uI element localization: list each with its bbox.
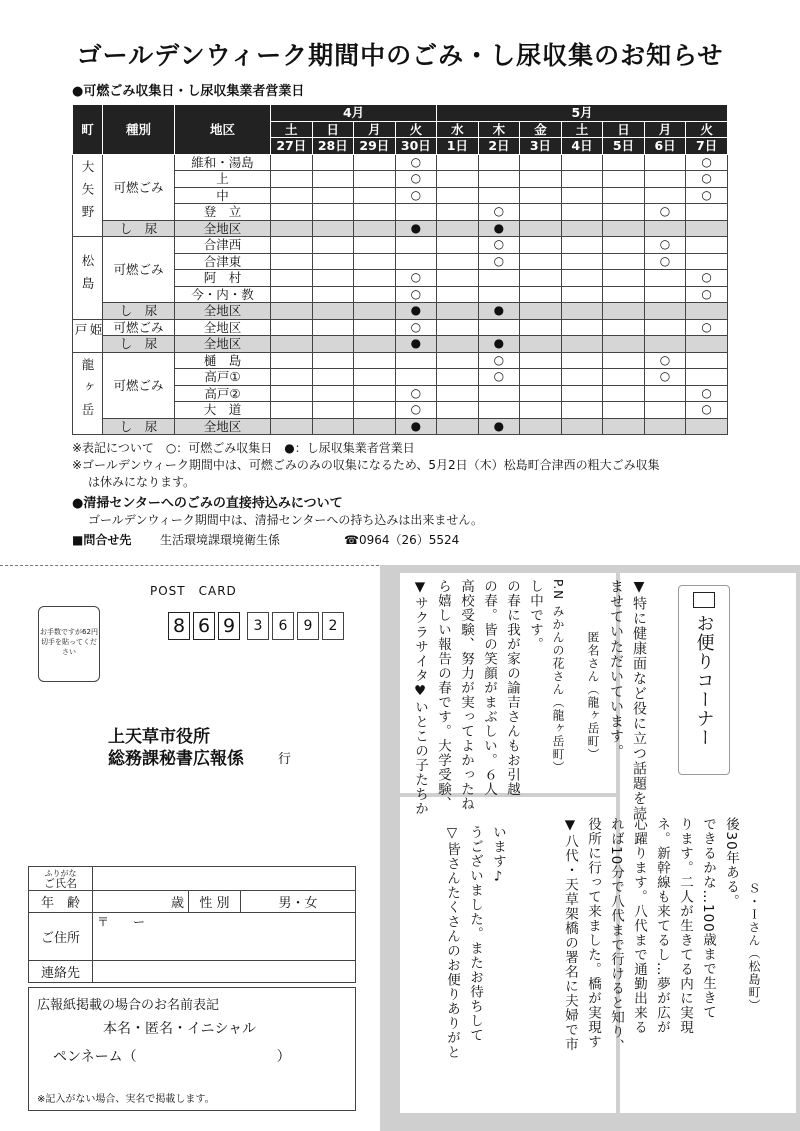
open-circle-mark: ○	[478, 237, 520, 254]
table-row	[73, 303, 728, 320]
schedule-cell	[437, 352, 479, 369]
header-date: 5日	[603, 138, 645, 155]
schedule-cell	[603, 253, 645, 270]
schedule-cell	[603, 154, 645, 171]
address-label: ご住所	[29, 913, 93, 961]
schedule-cell	[354, 385, 396, 402]
name-field[interactable]	[93, 867, 356, 891]
header-weekday: 日	[603, 121, 645, 138]
kind-cell: し 尿	[103, 336, 175, 353]
zip-digit: 2	[322, 612, 344, 640]
schedule-cell	[561, 286, 603, 303]
schedule-cell	[312, 237, 354, 254]
schedule-cell	[312, 171, 354, 188]
zip-digit: 6	[193, 612, 215, 640]
sex-label: 性 別	[189, 891, 241, 913]
schedule-cell	[561, 418, 603, 435]
open-circle-mark: ○	[644, 352, 686, 369]
schedule-cell	[520, 171, 562, 188]
stamp-box: お手数ですが62円切手を貼ってください	[38, 606, 100, 682]
section-heading-schedule: ●可燃ごみ収集日・し尿収集業者営業日	[72, 84, 305, 99]
schedule-cell	[561, 319, 603, 336]
schedule-cell	[686, 418, 728, 435]
schedule-cell	[478, 270, 520, 287]
schedule-cell	[437, 270, 479, 287]
header-date: 3日	[520, 138, 562, 155]
header-area: 地区	[175, 105, 271, 155]
schedule-cell	[603, 187, 645, 204]
schedule-cell	[603, 237, 645, 254]
schedule-cell	[312, 270, 354, 287]
schedule-table	[72, 104, 728, 435]
schedule-cell	[478, 286, 520, 303]
schedule-cell	[520, 369, 562, 386]
schedule-cell	[561, 369, 603, 386]
schedule-cell	[395, 237, 437, 254]
schedule-cell	[312, 187, 354, 204]
table-row	[73, 336, 728, 353]
schedule-cell	[271, 154, 313, 171]
pen-options[interactable]: 本名・匿名・イニシャル	[103, 1021, 257, 1037]
schedule-cell	[437, 187, 479, 204]
corner-title: お便りコーナー	[693, 614, 715, 747]
schedule-cell	[478, 187, 520, 204]
phone-field[interactable]	[93, 961, 356, 983]
area-cell: 上	[175, 171, 271, 188]
pen-name-box	[28, 987, 356, 1111]
schedule-cell	[271, 237, 313, 254]
schedule-cell	[354, 187, 396, 204]
schedule-cell	[395, 352, 437, 369]
center-note: ゴールデンウィーク期間中は、清掃センターへの持ち込みは出来ません。	[88, 513, 484, 527]
schedule-cell	[520, 237, 562, 254]
schedule-cell	[561, 352, 603, 369]
open-circle-mark: ○	[644, 237, 686, 254]
open-circle-mark: ○	[644, 204, 686, 221]
schedule-cell	[520, 385, 562, 402]
schedule-cell	[561, 171, 603, 188]
schedule-cell	[354, 253, 396, 270]
header-date: 30日	[395, 138, 437, 155]
schedule-cell	[437, 237, 479, 254]
area-cell: 全地区	[175, 220, 271, 237]
schedule-cell	[354, 319, 396, 336]
schedule-cell	[561, 303, 603, 320]
header-weekday: 金	[520, 121, 562, 138]
schedule-cell	[437, 385, 479, 402]
schedule-cell	[271, 402, 313, 419]
area-cell: 登 立	[175, 204, 271, 221]
schedule-cell	[271, 220, 313, 237]
table-row	[73, 352, 728, 369]
area-cell: 中	[175, 187, 271, 204]
letters-panel	[380, 565, 800, 1131]
open-circle-mark: ○	[395, 187, 437, 204]
schedule-cell	[354, 352, 396, 369]
schedule-cell	[312, 319, 354, 336]
schedule-cell	[603, 303, 645, 320]
schedule-cell	[312, 352, 354, 369]
schedule-cell	[354, 171, 396, 188]
filled-circle-mark: ●	[478, 220, 520, 237]
header-town: 町	[73, 105, 103, 155]
schedule-cell	[354, 369, 396, 386]
schedule-cell	[686, 237, 728, 254]
kind-cell: し 尿	[103, 418, 175, 435]
schedule-cell	[644, 270, 686, 287]
schedule-cell	[271, 319, 313, 336]
schedule-cell	[603, 286, 645, 303]
town-cell: 龍ヶ岳	[73, 352, 103, 435]
schedule-cell	[561, 253, 603, 270]
schedule-cell	[644, 171, 686, 188]
schedule-cell	[520, 319, 562, 336]
header-kind: 種別	[103, 105, 175, 155]
schedule-cell	[686, 303, 728, 320]
header-date: 4日	[561, 138, 603, 155]
schedule-cell	[437, 204, 479, 221]
kind-cell: し 尿	[103, 303, 175, 320]
schedule-cell	[603, 369, 645, 386]
schedule-cell	[478, 402, 520, 419]
schedule-cell	[520, 303, 562, 320]
contact-label: ■問合せ先	[72, 533, 132, 547]
schedule-cell	[354, 220, 396, 237]
schedule-cell	[437, 402, 479, 419]
filled-circle-mark: ●	[395, 303, 437, 320]
kind-cell: 可燃ごみ	[103, 237, 175, 303]
schedule-cell	[561, 385, 603, 402]
schedule-cell	[520, 402, 562, 419]
schedule-cell	[354, 237, 396, 254]
area-cell: 維和・湯島	[175, 154, 271, 171]
kind-cell: し 尿	[103, 220, 175, 237]
sex-field[interactable]: 男・女	[241, 891, 356, 913]
area-cell: 全地区	[175, 336, 271, 353]
header-date: 7日	[686, 138, 728, 155]
schedule-cell	[354, 418, 396, 435]
schedule-cell	[644, 385, 686, 402]
table-row	[73, 220, 728, 237]
schedule-cell	[644, 319, 686, 336]
header-date: 28日	[312, 138, 354, 155]
schedule-cell	[354, 402, 396, 419]
age-field[interactable]: 歳	[93, 891, 189, 913]
schedule-cell	[603, 352, 645, 369]
letter-2: P.N みかんの花さん（龍ヶ岳町） し中です。 の春に我が家の諭吉さんもお引越 の春。皆の笑顔がまぶしい。６人 高校受験、努力が実ってよかったね ら嬉しい報告の春です。大学受験、 ▼サクラサイタ♥いとこの子たちか	[412, 579, 565, 816]
schedule-cell	[561, 270, 603, 287]
schedule-cell	[644, 220, 686, 237]
open-circle-mark: ○	[478, 369, 520, 386]
schedule-cell	[271, 204, 313, 221]
address-line2: 総務課秘書広報係	[108, 749, 244, 769]
schedule-cell	[354, 286, 396, 303]
area-cell: 大 道	[175, 402, 271, 419]
gw-note-line1: ※ゴールデンウィーク期間中は、可燃ごみのみの収集になるため、5月2日（木）松島町合津西の粗大ごみ収集	[72, 458, 660, 472]
schedule-cell	[478, 154, 520, 171]
area-cell: 全地区	[175, 319, 271, 336]
area-cell: 合津東	[175, 253, 271, 270]
zip-digit: 9	[297, 612, 319, 640]
schedule-cell	[312, 204, 354, 221]
schedule-cell	[437, 286, 479, 303]
table-row	[73, 154, 728, 171]
schedule-cell	[437, 154, 479, 171]
schedule-cell	[312, 418, 354, 435]
kind-cell: 可燃ごみ	[103, 154, 175, 220]
schedule-cell	[312, 220, 354, 237]
schedule-cell	[271, 270, 313, 287]
header-date: 1日	[437, 138, 479, 155]
schedule-cell	[271, 336, 313, 353]
schedule-cell	[271, 286, 313, 303]
schedule-cell	[603, 385, 645, 402]
header-date: 27日	[271, 138, 313, 155]
address-field[interactable]: 〒 ー	[93, 913, 356, 961]
schedule-cell	[520, 187, 562, 204]
filled-circle-mark: ●	[395, 220, 437, 237]
letter-1: ▼特に健康面など役に立つ話題を読 ませていただいています。 匿名さん（龍ヶ岳町）	[586, 579, 647, 821]
open-circle-mark: ○	[686, 187, 728, 204]
schedule-cell	[686, 352, 728, 369]
header-weekday: 火	[395, 121, 437, 138]
schedule-cell	[271, 253, 313, 270]
phone-label: 連絡先	[29, 961, 93, 983]
schedule-cell	[520, 204, 562, 221]
contact-dept: 生活環境課環境衛生係	[160, 533, 281, 547]
name-label: ふりがな ご氏名	[29, 867, 93, 891]
schedule-cell	[603, 270, 645, 287]
open-circle-mark: ○	[686, 270, 728, 287]
schedule-cell	[437, 171, 479, 188]
schedule-cell	[312, 303, 354, 320]
schedule-cell	[312, 336, 354, 353]
pen-note: ※記入がない場合、実名で掲載します。	[37, 1094, 215, 1105]
header-month-may: 5月	[437, 105, 728, 122]
schedule-cell	[312, 286, 354, 303]
schedule-cell	[520, 352, 562, 369]
section-heading-center: ●清掃センターへのごみの直接持込みについて	[72, 496, 343, 511]
schedule-cell	[561, 220, 603, 237]
envelope-icon	[693, 592, 715, 608]
schedule-cell	[561, 187, 603, 204]
open-circle-mark: ○	[395, 319, 437, 336]
open-circle-mark: ○	[644, 253, 686, 270]
schedule-cell	[561, 154, 603, 171]
schedule-cell	[271, 303, 313, 320]
header-weekday: 日	[312, 121, 354, 138]
table-row	[73, 319, 728, 336]
filled-circle-mark: ●	[395, 336, 437, 353]
schedule-cell	[520, 154, 562, 171]
schedule-cell	[395, 253, 437, 270]
schedule-cell	[520, 336, 562, 353]
schedule-cell	[354, 303, 396, 320]
area-cell: 全地区	[175, 303, 271, 320]
schedule-cell	[561, 237, 603, 254]
schedule-cell	[520, 253, 562, 270]
header-weekday: 月	[644, 121, 686, 138]
open-circle-mark: ○	[395, 171, 437, 188]
schedule-cell	[644, 286, 686, 303]
schedule-cell	[644, 336, 686, 353]
schedule-cell	[354, 154, 396, 171]
schedule-cell	[603, 402, 645, 419]
schedule-cell	[686, 336, 728, 353]
header-date: 2日	[478, 138, 520, 155]
schedule-cell	[312, 154, 354, 171]
schedule-cell	[354, 204, 396, 221]
open-circle-mark: ○	[686, 319, 728, 336]
kind-cell: 可燃ごみ	[103, 319, 175, 336]
schedule-cell	[437, 418, 479, 435]
header-weekday: 月	[354, 121, 396, 138]
schedule-cell	[271, 187, 313, 204]
filled-circle-mark: ●	[395, 418, 437, 435]
schedule-cell	[437, 220, 479, 237]
filled-circle-mark: ●	[478, 336, 520, 353]
filled-circle-mark: ●	[478, 418, 520, 435]
open-circle-mark: ○	[644, 369, 686, 386]
schedule-cell	[271, 171, 313, 188]
schedule-cell	[312, 402, 354, 419]
town-cell: 大矢野	[73, 154, 103, 237]
header-date: 6日	[644, 138, 686, 155]
schedule-cell	[603, 418, 645, 435]
zip-digit: 3	[247, 612, 269, 640]
schedule-cell	[644, 187, 686, 204]
schedule-cell	[561, 402, 603, 419]
open-circle-mark: ○	[686, 286, 728, 303]
schedule-cell	[312, 369, 354, 386]
area-cell: 合津西	[175, 237, 271, 254]
zip-digit: 9	[218, 612, 240, 640]
pen-name-field[interactable]: ペンネーム（ ）	[53, 1049, 291, 1065]
zip-digit: 6	[272, 612, 294, 640]
kind-cell: 可燃ごみ	[103, 352, 175, 418]
schedule-cell	[478, 319, 520, 336]
schedule-cell	[561, 204, 603, 221]
postcard-label: POST CARD	[150, 584, 237, 598]
schedule-cell	[437, 253, 479, 270]
schedule-cell	[686, 369, 728, 386]
table-row	[73, 237, 728, 254]
town-cell: 姫戸	[73, 319, 103, 352]
area-cell: 高戸①	[175, 369, 271, 386]
open-circle-mark: ○	[686, 402, 728, 419]
schedule-cell	[686, 220, 728, 237]
schedule-cell	[603, 319, 645, 336]
schedule-cell	[437, 336, 479, 353]
schedule-cell	[520, 286, 562, 303]
schedule-cell	[312, 253, 354, 270]
area-cell: 高戸②	[175, 385, 271, 402]
schedule-cell	[603, 171, 645, 188]
area-cell: 樋 島	[175, 352, 271, 369]
header-date: 29日	[354, 138, 396, 155]
open-circle-mark: ○	[395, 270, 437, 287]
sender-form	[28, 866, 356, 983]
address-suffix: 行	[278, 752, 292, 767]
schedule-cell	[271, 352, 313, 369]
schedule-cell	[520, 220, 562, 237]
legend-note: ※表記について ○：可燃ごみ収集日 ●：し尿収集業者営業日	[72, 441, 415, 455]
schedule-cell	[395, 369, 437, 386]
gw-note-line2: は休みになります。	[88, 475, 196, 489]
age-label: 年 齢	[29, 891, 93, 913]
schedule-cell	[354, 270, 396, 287]
open-circle-mark: ○	[478, 253, 520, 270]
header-weekday: 火	[686, 121, 728, 138]
open-circle-mark: ○	[395, 154, 437, 171]
area-cell: 今・内・教	[175, 286, 271, 303]
table-row	[73, 418, 728, 435]
schedule-cell	[437, 369, 479, 386]
schedule-cell	[686, 253, 728, 270]
schedule-cell	[520, 418, 562, 435]
schedule-cell	[561, 336, 603, 353]
pen-title: 広報紙掲載の場合のお名前表記	[37, 998, 220, 1013]
contact-tel: ☎0964（26）5524	[344, 533, 460, 547]
letter-3: Ｓ・Ｉさん（松島町） 後30年ある。 できるかな…100歳まで生きて ります。二人が生きてる内に実現 ネ。新幹線も来てるし…夢が広が 心躍ります。八代まで通勤出来る れば10分で八代まで行けると知り、 役所に行って来ました。橋が実現す ▼八代・天草架橋の署名に夫婦で市	[562, 817, 761, 1054]
reply-note: います♪ うございました。またお待ちして ▽皆さんたくさんのお便りありがと	[444, 825, 506, 1060]
header-weekday: 水	[437, 121, 479, 138]
schedule-cell	[271, 385, 313, 402]
address-line1: 上天草市役所	[108, 727, 210, 747]
area-cell: 全地区	[175, 418, 271, 435]
schedule-cell	[644, 154, 686, 171]
schedule-cell	[312, 385, 354, 402]
open-circle-mark: ○	[395, 402, 437, 419]
open-circle-mark: ○	[686, 154, 728, 171]
schedule-cell	[478, 171, 520, 188]
schedule-cell	[603, 204, 645, 221]
schedule-cell	[437, 319, 479, 336]
schedule-cell	[395, 204, 437, 221]
zip-digit: 8	[168, 612, 190, 640]
open-circle-mark: ○	[395, 385, 437, 402]
town-cell: 松島	[73, 237, 103, 320]
page-title: ゴールデンウィーク期間中のごみ・し尿収集のお知らせ	[76, 41, 724, 70]
open-circle-mark: ○	[395, 286, 437, 303]
area-cell: 阿 村	[175, 270, 271, 287]
schedule-cell	[644, 402, 686, 419]
schedule-cell	[520, 270, 562, 287]
header-weekday: 土	[561, 121, 603, 138]
schedule-cell	[603, 220, 645, 237]
schedule-cell	[271, 418, 313, 435]
schedule-cell	[437, 303, 479, 320]
open-circle-mark: ○	[478, 204, 520, 221]
open-circle-mark: ○	[686, 171, 728, 188]
header-weekday: 木	[478, 121, 520, 138]
schedule-cell	[354, 336, 396, 353]
open-circle-mark: ○	[686, 385, 728, 402]
header-month-april: 4月	[271, 105, 437, 122]
open-circle-mark: ○	[478, 352, 520, 369]
schedule-cell	[478, 385, 520, 402]
header-weekday: 土	[271, 121, 313, 138]
filled-circle-mark: ●	[478, 303, 520, 320]
schedule-cell	[686, 204, 728, 221]
zip-code	[168, 612, 347, 640]
schedule-cell	[603, 336, 645, 353]
corner-title-frame	[678, 585, 730, 775]
schedule-cell	[271, 369, 313, 386]
schedule-cell	[644, 418, 686, 435]
schedule-cell	[644, 303, 686, 320]
